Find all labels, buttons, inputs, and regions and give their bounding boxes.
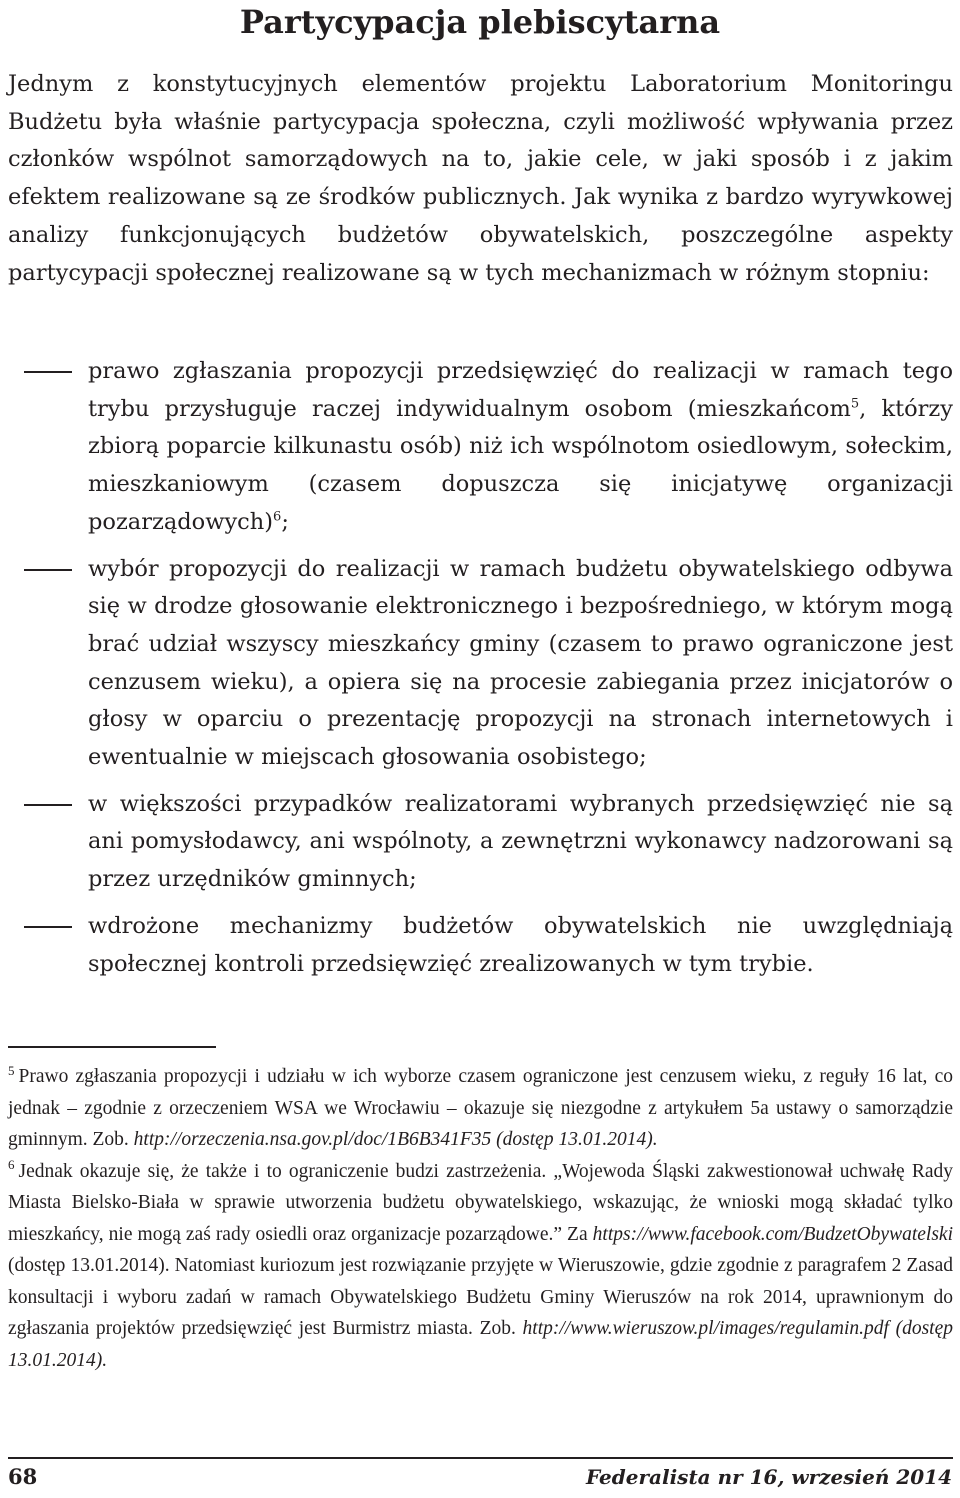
footnote-ref-6: 6 <box>273 509 282 525</box>
list-item-text: prawo zgłaszania propozycji przedsięwzięć do realizacji w ramach tego trybu przysługuje raczej indywidualnym osobom (mieszkańcom <box>88 358 953 422</box>
list-item <box>8 786 953 899</box>
dash-bullet <box>24 804 72 806</box>
page-title: Partycypacja plebiscytarna <box>239 3 721 41</box>
list-item <box>8 908 953 983</box>
list-item-text: ; <box>281 508 289 535</box>
footnote-6 <box>8 1156 953 1377</box>
footnote-5 <box>8 1061 953 1156</box>
dash-bullet <box>24 926 72 928</box>
footnote-text: Prawo zgłaszania propozycji i udziału w ich wyborze czasem ograniczone jest cenzusem wieku, z reguły 16 lat, co jednak – zgodnie z orzeczeniem WSA we Wrocławiu – okazuje się niezgodne z artykułem 5a ustawy o samorządzie gminnym. Zob. <box>8 1066 953 1150</box>
footnote-link[interactable]: http://orzeczenia.nsa.gov.pl/doc/1B6B341F35 (dostęp 13.01.2014). <box>133 1129 658 1150</box>
footnote-number: 5 <box>8 1062 15 1078</box>
footnote-text: (dostęp 13.01.2014). Natomiast kuriozum jest rozwiązanie przyjęte w Wieruszowie, gdzie zgodnie z paragrafem 2 Zasad konsultacji i wyboru zadań w ramach Obywatelskiego Budżetu Gminy Wieruszów na rok 2014, uprawnionym do zgłaszania projektów przedsięwzięć jest Burmistrz miasta. Zob. <box>8 1255 953 1339</box>
footer-rule <box>8 1457 953 1459</box>
footnote-separator <box>8 1046 216 1048</box>
footnotes <box>8 1061 953 1376</box>
dash-bullet <box>24 569 72 571</box>
list-item <box>8 353 953 542</box>
list-item-text: wdrożone mechanizmy budżetów obywatelskich nie uwzględniają społecznej kontroli przedsięwzięć zrealizowanych w tym trybie. <box>88 912 953 977</box>
journal-name: Federalista nr 16, wrzesień 2014 <box>585 1465 952 1489</box>
list-item-text: w większości przypadków realizatorami wybranych przedsięwzięć nie są ani pomysłodawcy, ani wspólnoty, a zewnętrzni wykonawcy nadzorowani są przez urzędników gminnych; <box>88 790 953 893</box>
page-number: 68 <box>8 1464 38 1489</box>
list-item-text: , którzy zbiorą poparcie kilkunastu osób) niż ich wspólnotom osiedlowym, sołeckim, mieszkaniowym (czasem dopuszcza się inicjatywę organizacji pozarządowych) <box>88 395 954 535</box>
footnote-link[interactable]: http://www.wieruszow.pl/images/regulamin.pdf (dostęp 13.01.2014). <box>8 1318 953 1371</box>
list-item-text: wybór propozycji do realizacji w ramach budżetu obywatelskiego odbywa się w drodze głosowanie elektronicznego i bezpośredniego, w którym mogą brać udział wszyscy mieszkańcy gminy (czasem to prawo ograniczone jest cenzusem wieku), a opiera się na procesie zabiegania przez inicjatorów o głosy w oparciu o prezentację propozycji na stronach internetowych i ewentualnie w miejscach głosowania osobistego; <box>88 555 953 771</box>
bullet-list <box>8 353 953 992</box>
intro-paragraph: Jednym z konstytucyjnych elementów projektu Laboratorium Monitoringu Budżetu była właśnie partycypacja społeczna, czyli możliwość wpływania przez członków wspólnot samorządowych na to, jakie cele, w jaki sposób i z jakim efektem realizowane są ze środków publicznych. Jak wynika z bardzo wyrywkowej analizy funkcjonujących budżetów obywatelskich, poszczególne aspekty partycypacji społecznej realizowane są w tych mechanizmach w różnym stopniu: <box>8 71 953 286</box>
dash-bullet <box>24 371 72 373</box>
footnote-link[interactable]: https://www.facebook.com/BudzetObywatelski <box>592 1223 953 1245</box>
footnote-number: 6 <box>8 1157 15 1172</box>
footnote-text: Jednak okazuje się, że także i to ograniczenie budzi zastrzeżenia. „Wojewoda Śląski zakwestionował uchwałę Rady Miasta Bielsko-Biała w sprawie utworzenia budżetu obywatelskiego, wskazując, że wnioski mogą składać tylko mieszkańcy, nie mogą zaś rady osiedli oraz organizacje pozarządowe.” Za <box>8 1160 953 1245</box>
footnote-ref-5: 5 <box>850 396 860 412</box>
list-item <box>8 551 953 777</box>
